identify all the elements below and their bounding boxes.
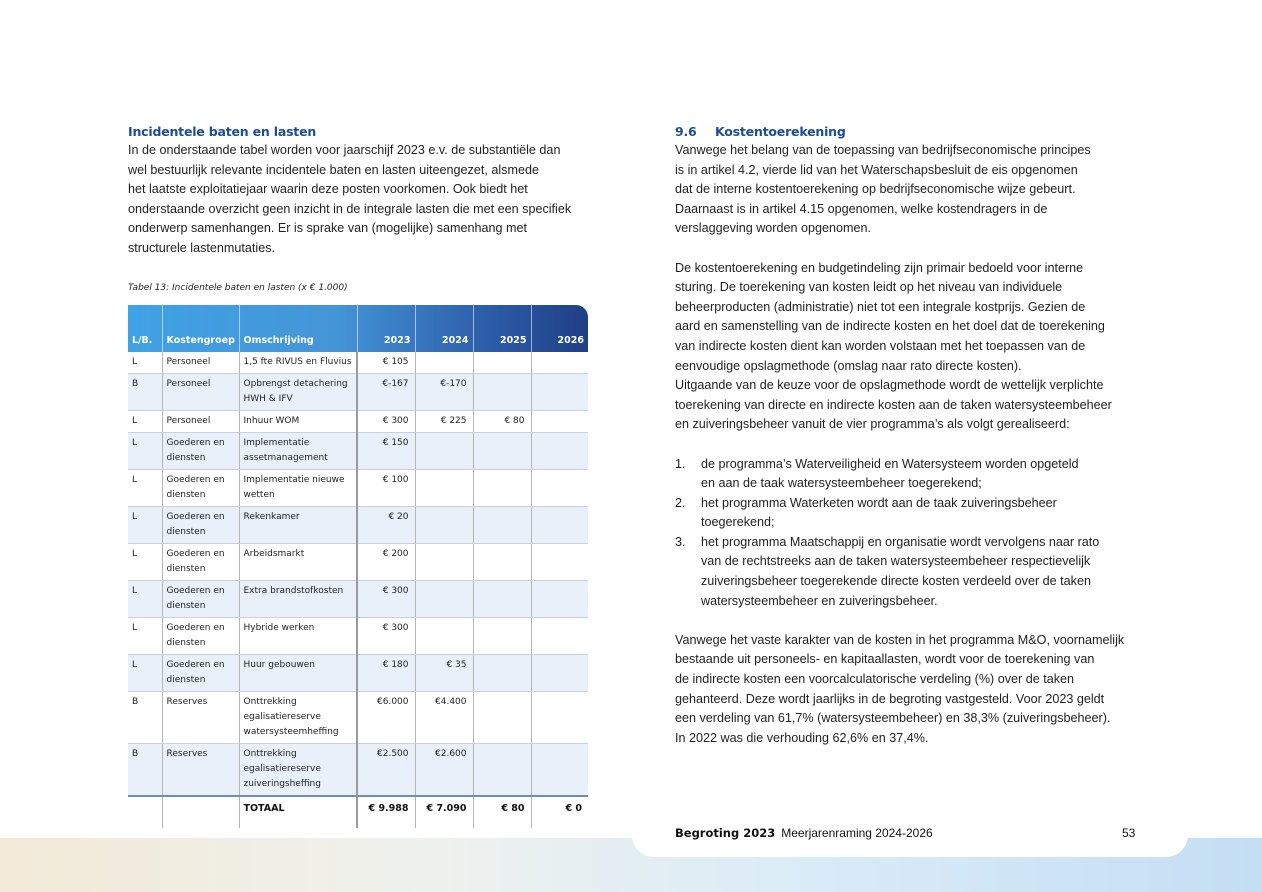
text-line: en aan de taak watersysteembeheer toegerekend; [701, 476, 982, 491]
cell-2025 [473, 352, 531, 374]
table-row [128, 544, 588, 581]
section-title: Kostentoerekening [715, 124, 846, 139]
text-line: Vanwege het belang van de toepassing van bedrijfseconomische principes [675, 143, 1091, 157]
text-line: toerekening van directe en indirecte kosten aan de taken watersysteembeheer [675, 397, 1112, 412]
cell-2023: € 150 [357, 433, 415, 470]
cell-2024 [415, 544, 473, 581]
table-row [128, 507, 588, 544]
text-line: onderwerp samenhangen. Er is sprake van (mogelijke) samenhang met [128, 221, 528, 236]
paragraph-1 [675, 141, 1145, 239]
text-line: onderstaande overzicht geen inzicht in de integrale lasten die met een specifiek [128, 201, 572, 216]
col-header-2024: 2024 [415, 305, 473, 352]
table-row [128, 655, 588, 692]
cell-kostengroep: Goederen en diensten [162, 618, 239, 655]
cell-lb: L [128, 618, 162, 655]
cell-kostengroep: Goederen en diensten [162, 581, 239, 618]
cell-kostengroep: Goederen en diensten [162, 655, 239, 692]
cell-omschrijving: Implementatie assetmanagement [239, 433, 357, 470]
text-line: van indirecte kosten dient kan worden volstaan met het toepassen van de [675, 338, 1086, 353]
cell-2023: € 300 [357, 618, 415, 655]
cell-2024: € 225 [415, 411, 473, 433]
text-line: aard en samenstelling van de indirecte kosten en het doel dat de toerekening [675, 319, 1105, 334]
cell-2025 [473, 692, 531, 744]
cell-2024: €2.600 [415, 744, 473, 797]
text-line: Uitgaande van de keuze voor de opslagmethode wordt de wettelijk verplichte [675, 378, 1104, 393]
cell-2026 [531, 352, 588, 374]
text-line: wel bestuurlijk relevante incidentele baten en lasten uiteengezet, alsmede [128, 162, 539, 177]
cell-2024: €4.400 [415, 692, 473, 744]
text-line: eenvoudige opslagmethode (omslag naar rato directe kosten). [675, 358, 1022, 373]
table-row [128, 411, 588, 433]
cell-2026 [531, 744, 588, 797]
list-item [675, 494, 1145, 533]
table-row [128, 581, 588, 618]
section-heading-kostentoerekening [675, 123, 1145, 141]
cell-lb: L [128, 507, 162, 544]
cell-2024 [415, 470, 473, 507]
table-header-row [128, 305, 588, 352]
cell-lb: B [128, 374, 162, 411]
list-item [675, 533, 1145, 611]
cell-2026 [531, 581, 588, 618]
cell-omschrijving: Opbrengst detachering HWH & IFV [239, 374, 357, 411]
text-line: bestaande uit personeels- en kapitaallasten, wordt voor de toerekening van [675, 652, 1095, 667]
cell-2024 [415, 352, 473, 374]
cell-lb: L [128, 411, 162, 433]
cell-2026 [531, 374, 588, 411]
cell-2025 [473, 433, 531, 470]
col-header-lb: L/B. [132, 335, 153, 346]
col-header-2025: 2025 [473, 305, 531, 352]
cell-omschrijving: Huur gebouwen [239, 655, 357, 692]
section-number: 9.6 [675, 124, 697, 139]
table-row [128, 692, 588, 744]
text-line: en zuiveringsbeheer vanuit de vier programma’s als volgt gerealiseerd: [675, 417, 1070, 432]
table-row [128, 618, 588, 655]
cell-2024 [415, 433, 473, 470]
cell-2025 [473, 581, 531, 618]
cell-lb: L [128, 470, 162, 507]
cell-2026 [531, 433, 588, 470]
table-row [128, 744, 588, 797]
col-header-omschrijving: Omschrijving [239, 305, 357, 352]
cell-2024: €-170 [415, 374, 473, 411]
cell-omschrijving: Hybride werken [239, 618, 357, 655]
col-header-2026: 2026 [531, 305, 588, 352]
text-line: Daarnaast is in artikel 4.15 opgenomen, welke kostendragers in de [675, 201, 1048, 216]
table-row [128, 470, 588, 507]
cell-2026 [531, 411, 588, 433]
text-line: het programma Maatschappij en organisatie wordt vervolgens naar rato [701, 534, 1100, 549]
cell-kostengroep: Reserves [162, 744, 239, 797]
text-line: is in artikel 4.2, vierde lid van het Waterschapsbesluit de eis opgenomen [675, 162, 1078, 177]
footer-title-rest: Meerjarenraming 2024-2026 [781, 826, 933, 840]
total-cell-groep [162, 796, 239, 828]
text-line: de programma’s Waterveiligheid en Watersysteem worden opgeteld [701, 456, 1079, 471]
cell-kostengroep: Personeel [162, 352, 239, 374]
text-line: In de onderstaande tabel worden voor jaarschijf 2023 e.v. de substantiële dan [128, 143, 561, 157]
cell-lb: L [128, 581, 162, 618]
right-column [675, 123, 1145, 748]
text-line: watersysteembeheer en zuiveringsbeheer. [701, 593, 938, 608]
table-body [128, 352, 588, 796]
cell-2025 [473, 374, 531, 411]
numbered-list [675, 455, 1145, 612]
cell-omschrijving: Rekenkamer [239, 507, 357, 544]
list-number: 1. [675, 456, 686, 471]
text-line: de indirecte kosten een voorcalculatorische verdeling (%) over de taken [675, 672, 1075, 687]
cell-lb: L [128, 433, 162, 470]
text-line: De kostentoerekening en budgetindeling zijn primair bedoeld voor interne [675, 260, 1084, 275]
cell-2025 [473, 470, 531, 507]
incidentele-baten-table [128, 305, 588, 828]
text-line: In 2022 was die verhouding 62,6% en 37,4%. [675, 730, 929, 745]
cell-omschrijving: 1,5 fte RIVUS en Fluvius [239, 352, 357, 374]
text-line: zuiveringsbeheer toegerekende directe kosten verdeeld over de taken [701, 574, 1091, 589]
cell-2023: €6.000 [357, 692, 415, 744]
left-column [128, 123, 590, 259]
footer-title [675, 826, 933, 840]
paragraph-3 [675, 631, 1145, 749]
total-2025: € 80 [473, 796, 531, 828]
table-row [128, 352, 588, 374]
cell-2026 [531, 655, 588, 692]
cell-omschrijving: Onttrekking egalisatiereserve watersysteemheffing [239, 692, 357, 744]
text-line: een verdeling van 61,7% (watersysteembeheer) en 38,3% (zuiveringsbeheer). [675, 711, 1111, 726]
text-line: beheerproducten (administratie) niet tot een integrale kostprijs. Gezien de [675, 299, 1086, 314]
total-cell-lb [128, 796, 162, 828]
cell-2026 [531, 470, 588, 507]
text-line: het programma Waterketen wordt aan de taak zuiveringsbeheer [701, 495, 1057, 510]
list-number: 2. [675, 495, 686, 510]
cell-2023: € 200 [357, 544, 415, 581]
table-caption: Tabel 13: Incidentele baten en lasten (x € 1.000) [128, 283, 348, 293]
page-number: 53 [1122, 826, 1136, 840]
cell-omschrijving: Arbeidsmarkt [239, 544, 357, 581]
list-item [675, 455, 1145, 494]
cell-2023: € 20 [357, 507, 415, 544]
cell-2024: € 35 [415, 655, 473, 692]
cell-2025 [473, 618, 531, 655]
paragraph-2 [675, 259, 1145, 435]
cell-2026 [531, 618, 588, 655]
cell-2024 [415, 581, 473, 618]
cell-kostengroep: Goederen en diensten [162, 470, 239, 507]
total-2026: € 0 [531, 796, 588, 828]
cell-kostengroep: Personeel [162, 411, 239, 433]
cell-2026 [531, 507, 588, 544]
total-2023: € 9.988 [357, 796, 415, 828]
cell-2026 [531, 692, 588, 744]
text-line: gehanteerd. Deze wordt jaarlijks in de begroting vastgesteld. Voor 2023 geldt [675, 691, 1105, 706]
cell-kostengroep: Personeel [162, 374, 239, 411]
cell-2024 [415, 507, 473, 544]
text-line: Vanwege het vaste karakter van de kosten in het programma M&O, voornamelijk [675, 632, 1125, 647]
text-line: structurele lastenmutaties. [128, 240, 275, 255]
total-2024: € 7.090 [415, 796, 473, 828]
text-line: toegerekend; [701, 515, 775, 530]
cell-kostengroep: Reserves [162, 692, 239, 744]
cell-lb: B [128, 692, 162, 744]
cell-omschrijving: Inhuur WOM [239, 411, 357, 433]
cell-omschrijving: Onttrekking egalisatiereserve zuiveringsheffing [239, 744, 357, 797]
cell-2025 [473, 655, 531, 692]
cell-lb: L [128, 544, 162, 581]
cell-lb: L [128, 655, 162, 692]
cell-kostengroep: Goederen en diensten [162, 433, 239, 470]
cell-kostengroep: Goederen en diensten [162, 507, 239, 544]
cell-lb: B [128, 744, 162, 797]
cell-2026 [531, 544, 588, 581]
cell-kostengroep: Goederen en diensten [162, 544, 239, 581]
cell-omschrijving: Implementatie nieuwe wetten [239, 470, 357, 507]
col-header-2023: 2023 [357, 305, 415, 352]
cell-omschrijving: Extra brandstofkosten [239, 581, 357, 618]
cell-2023: € 105 [357, 352, 415, 374]
cell-2025 [473, 507, 531, 544]
text-line: het laatste exploitatiejaar waarin deze posten voorkomen. Ook biedt het [128, 182, 528, 197]
col-header-kostengroep: Kostengroep [162, 305, 239, 352]
text-line: sturing. De toerekening van kosten leidt op het niveau van individuele [675, 280, 1063, 295]
cell-2023: €-167 [357, 374, 415, 411]
table-row [128, 433, 588, 470]
total-label: TOTAAL [239, 796, 357, 828]
table-total-row [128, 796, 588, 828]
section-heading-incidentele: Incidentele baten en lasten [128, 124, 317, 139]
table-row [128, 374, 588, 411]
cell-2023: €2.500 [357, 744, 415, 797]
cell-2025 [473, 744, 531, 797]
list-number: 3. [675, 534, 686, 549]
intro-paragraph [128, 141, 590, 259]
cell-2023: € 300 [357, 411, 415, 433]
text-line: van de rechtstreeks aan de taken watersysteembeheer respectievelijk [701, 554, 1091, 569]
text-line: verslaggeving worden opgenomen. [675, 221, 872, 236]
cell-2025: € 80 [473, 411, 531, 433]
cell-2023: € 100 [357, 470, 415, 507]
footer-title-bold: Begroting 2023 [675, 826, 776, 840]
cell-2023: € 180 [357, 655, 415, 692]
cell-2024 [415, 618, 473, 655]
cell-2025 [473, 544, 531, 581]
cell-lb: L [128, 352, 162, 374]
text-line: dat de interne kostentoerekening op bedrijfseconomische wijze gebeurt. [675, 182, 1076, 197]
cell-2023: € 300 [357, 581, 415, 618]
